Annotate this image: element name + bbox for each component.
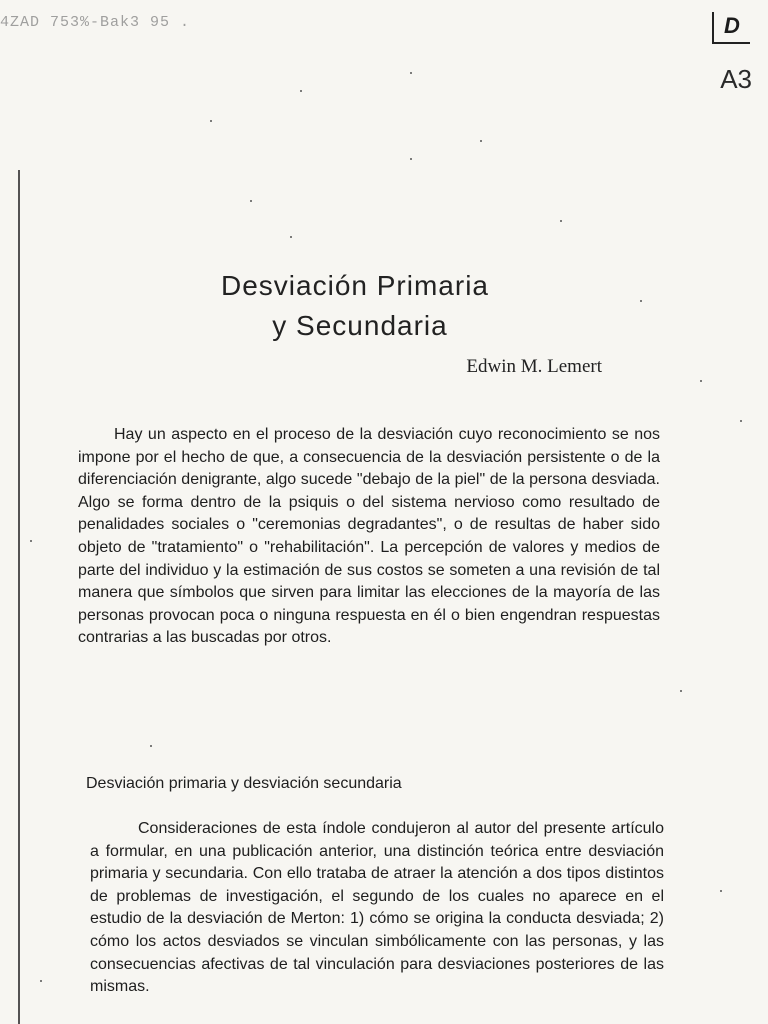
scan-speck — [740, 420, 742, 422]
author-name: Edwin M. Lemert — [466, 356, 602, 377]
scan-speck — [40, 980, 42, 982]
scan-speck — [410, 72, 412, 74]
paragraph-section-1: Consideraciones de esta índole condujeron al autor del presente artículo a formular, en una publicación anterior, una distinción teórica entre desviación primaria y secundaria. Con ello trataba de atraer la atención a dos tipos distintos de problemas de investigación, el segundo de los cuales no aparece en el estudio de la desviación de Merton: 1) cómo se origina la conducta desviada; 2) cómo los actos desviados se vinculan simbólicamente con las personas, y las consecuencias afectivas de tal vinculación para desviaciones posteriores de las mismas. — [90, 820, 664, 996]
page-code: A3 — [720, 64, 752, 94]
scan-speck — [700, 380, 702, 382]
corner-mark: D — [712, 12, 750, 44]
paragraph-intro: Hay un aspecto en el proceso de la desviación cuyo reconocimiento se nos impone por el hecho de que, a consecuencia de la desviación persistente o de la diferenciación denigrante, algo sucede "debajo de la piel" de la persona desviada. Algo se forma dentro de la psiquis o del sistema nervioso como resultado de penalidades sociales o "ceremonias degradantes", o de resultas de haber sido objeto de "tratamiento" o "rehabilitación". La percepción de valores y medios de parte del individuo y la estimación de sus costos se someten a una revisión de tal manera que símbolos que sirven para limitar las elecciones de la mayoría de las personas provocan poca o ninguna respuesta en él o bien engendran respuestas contrarias a las buscadas por otros. — [78, 426, 660, 647]
scan-speck — [410, 158, 412, 160]
title-line-2: y Secundaria — [272, 310, 448, 341]
scan-speck — [30, 540, 32, 542]
title-line-1: Desviación Primaria — [221, 270, 489, 301]
scan-speck — [720, 890, 722, 892]
header-smudge-text: 4ZAD 753%-Bak3 95 . — [0, 14, 191, 31]
scan-speck — [150, 745, 152, 747]
scan-speck — [290, 236, 292, 238]
scan-speck — [480, 140, 482, 142]
scan-speck — [300, 90, 302, 92]
scan-speck — [640, 300, 642, 302]
scan-speck — [250, 200, 252, 202]
section-heading: Desviación primaria y desviación secundaria — [86, 775, 402, 792]
scan-speck — [210, 120, 212, 122]
scan-speck — [560, 220, 562, 222]
scan-speck — [680, 690, 682, 692]
